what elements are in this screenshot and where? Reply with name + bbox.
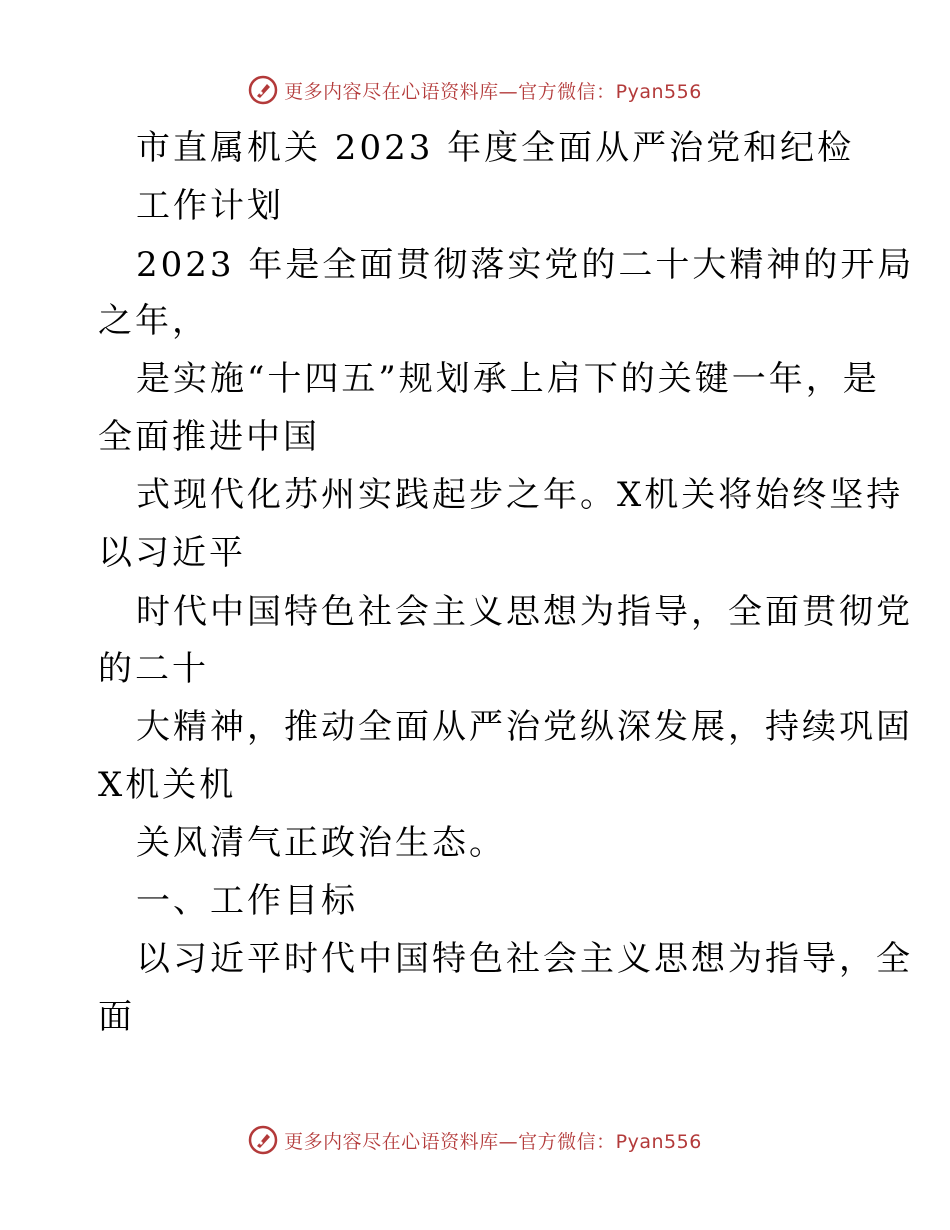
doc-paragraph-line: 是实施“十四五”规划承上启下的关键一年，是 <box>136 359 880 399</box>
doc-paragraph-line: 以习近平 <box>98 533 246 573</box>
watermark-text: 更多内容尽在心语资料库—官方微信：Pyan556 <box>284 1130 702 1153</box>
doc-paragraph-line: 时代中国特色社会主义思想为指导，全面贯彻党 <box>136 592 913 632</box>
doc-section-heading: 一、工作目标 <box>136 881 358 921</box>
doc-paragraph-line: 以习近平时代中国特色社会主义思想为指导，全 <box>136 939 913 979</box>
watermark-text: 更多内容尽在心语资料库—官方微信：Pyan556 <box>284 80 702 103</box>
doc-title-line-1: 市直属机关 2023 年度全面从严治党和纪检 <box>136 128 855 168</box>
doc-paragraph-line: 关风清气正政治生态。 <box>136 823 506 863</box>
pen-nib-logo-icon <box>248 75 278 105</box>
doc-paragraph-line: 2023 年是全面贯彻落实党的二十大精神的开局 <box>136 245 915 285</box>
header-watermark <box>0 70 950 110</box>
doc-paragraph-line: 大精神，推动全面从严治党纵深发展，持续巩固 <box>136 707 913 747</box>
doc-paragraph-line: 式现代化苏州实践起步之年。X机关将始终坚持 <box>136 475 904 515</box>
pen-nib-logo-icon <box>248 1125 278 1155</box>
doc-paragraph-line: X机关机 <box>98 765 237 805</box>
doc-paragraph-line: 之年， <box>98 301 209 341</box>
footer-watermark <box>0 1120 950 1160</box>
doc-paragraph-line: 面 <box>98 997 135 1037</box>
doc-paragraph-line: 全面推进中国 <box>98 417 320 457</box>
doc-title-line-2: 工作计划 <box>136 186 284 226</box>
doc-paragraph-line: 的二十 <box>98 649 209 689</box>
